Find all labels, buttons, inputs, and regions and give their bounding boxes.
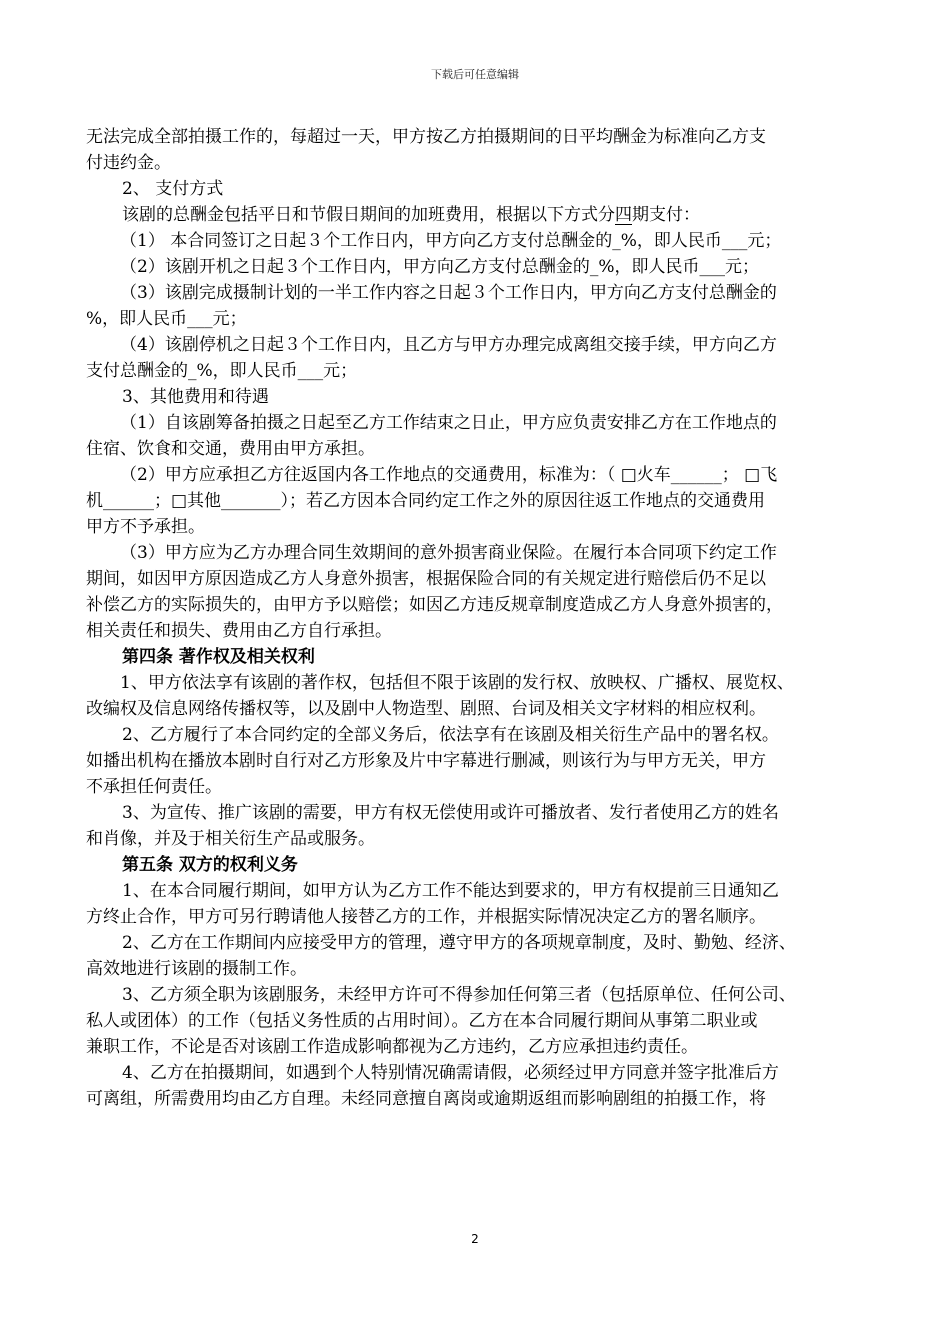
paragraph-line: （2）该剧开机之日起３个工作日内，甲方向乙方支付总酬金的_%，即人民币___元； xyxy=(120,257,759,277)
paragraph-line: 1、甲方依法享有该剧的著作权，包括但不限于该剧的发行权、放映权、广播权、展览权、 xyxy=(120,673,794,693)
paragraph-line: 2、乙方在工作期间内应接受甲方的管理，遵守甲方的各项规章制度，及时、勤勉、经济、 xyxy=(122,933,796,953)
paragraph-line xyxy=(86,202,876,228)
subsection-heading: 3、其他费用和待遇 xyxy=(122,387,269,407)
paragraph-line: 改编权及信息网络传播权等，以及剧中人物造型、剧照、台词及相关文字材料的相应权利。 xyxy=(86,699,766,719)
paragraph-line: 3、为宣传、推广该剧的需要，甲方有权无偿使用或许可播放者、发行者使用乙方的姓名 xyxy=(122,803,779,823)
paragraph-line: 方终止合作，甲方可另行聘请他人接替乙方的工作，并根据实际情况决定乙方的署名顺序。 xyxy=(86,907,766,927)
paragraph-line: 不承担任何责任。 xyxy=(86,777,222,797)
article-heading: 第五条 双方的权利义务 xyxy=(122,855,298,875)
paragraph-line: 补偿乙方的实际损失的，由甲方予以赔偿；如因乙方违反规章制度造成乙方人身意外损害的， xyxy=(86,595,783,615)
paragraph-line: 机______；□其他_______）；若乙方因本合同约定工作之外的原因往返工作地点的交通费用 xyxy=(86,491,766,511)
paragraph-line: 可离组，所需费用均由乙方自理。未经同意擅自离岗或逾期返组而影响剧组的拍摄工作，将 xyxy=(86,1089,766,1109)
installment-count: 四 xyxy=(615,205,632,225)
paragraph-line: 无法完成全部拍摄工作的，每超过一天，甲方按乙方拍摄期间的日平均酬金为标准向乙方支 xyxy=(86,127,766,147)
paragraph-line: （3）该剧完成摄制计划的一半工作内容之日起３个工作日内，甲方向乙方支付总酬金的 xyxy=(120,283,777,303)
paragraph-line: %，即人民币___元； xyxy=(86,309,247,329)
paragraph-line: 和肖像，并及于相关衍生产品或服务。 xyxy=(86,829,375,849)
text-span: 该剧的总酬金包括平日和节假日期间的加班费用，根据以下方式分 xyxy=(122,205,615,225)
paragraph-line: （1） 本合同签订之日起３个工作日内，甲方向乙方支付总酬金的_%，即人民币___元； xyxy=(120,231,782,251)
paragraph-line: （1）自该剧筹备拍摄之日起至乙方工作结束之日止，甲方应负责安排乙方在工作地点的 xyxy=(120,413,777,433)
paragraph-line: （2）甲方应承担乙方往返国内各工作地点的交通费用，标准为：（ □火车______； □飞 xyxy=(120,465,778,485)
paragraph-line: 甲方不予承担。 xyxy=(86,517,205,537)
paragraph-line: 如播出机构在播放本剧时自行对乙方形象及片中字幕进行删减，则该行为与甲方无关，甲方 xyxy=(86,751,766,771)
paragraph-line: 1、在本合同履行期间，如甲方认为乙方工作不能达到要求的，甲方有权提前三日通知乙 xyxy=(122,881,779,901)
page-number: 2 xyxy=(471,1232,479,1246)
subsection-heading: 2、 支付方式 xyxy=(122,179,224,199)
paragraph-line: 付违约金。 xyxy=(86,153,171,173)
paragraph-line: 高效地进行该剧的摄制工作。 xyxy=(86,959,307,979)
paragraph-line: 4、乙方在拍摄期间，如遇到个人特别情况确需请假，必须经过甲方同意并签字批准后方 xyxy=(122,1063,779,1083)
paragraph-line: 支付总酬金的_%，即人民币___元； xyxy=(86,361,358,381)
document-body xyxy=(86,124,876,1112)
paragraph-line: 相关责任和损失、费用由乙方自行承担。 xyxy=(86,621,392,641)
paragraph-line: 期间，如因甲方原因造成乙方人身意外损害，根据保险合同的有关规定进行赔偿后仍不足以 xyxy=(86,569,766,589)
article-heading: 第四条 著作权及相关权利 xyxy=(122,647,315,667)
paragraph-line: 兼职工作，不论是否对该剧工作造成影响都视为乙方违约，乙方应承担违约责任。 xyxy=(86,1037,698,1057)
text-span: 期支付： xyxy=(632,205,700,225)
paragraph-line: （4）该剧停机之日起３个工作日内，且乙方与甲方办理完成离组交接手续，甲方向乙方 xyxy=(120,335,777,355)
paragraph-line: 私人或团体）的工作（包括义务性质的占用时间）。乙方在本合同履行期间从事第二职业或 xyxy=(86,1011,758,1031)
page-header: 下载后可任意编辑 xyxy=(431,68,519,81)
paragraph-line: 2、乙方履行了本合同约定的全部义务后，依法享有在该剧及相关衍生产品中的署名权。 xyxy=(122,725,779,745)
paragraph-line: 3、乙方须全职为该剧服务，未经甲方许可不得参加任何第三者（包括原单位、任何公司、 xyxy=(122,985,796,1005)
paragraph-line: （3）甲方应为乙方办理合同生效期间的意外损害商业保险。在履行本合同项下约定工作 xyxy=(120,543,777,563)
paragraph-line: 住宿、饮食和交通，费用由甲方承担。 xyxy=(86,439,375,459)
